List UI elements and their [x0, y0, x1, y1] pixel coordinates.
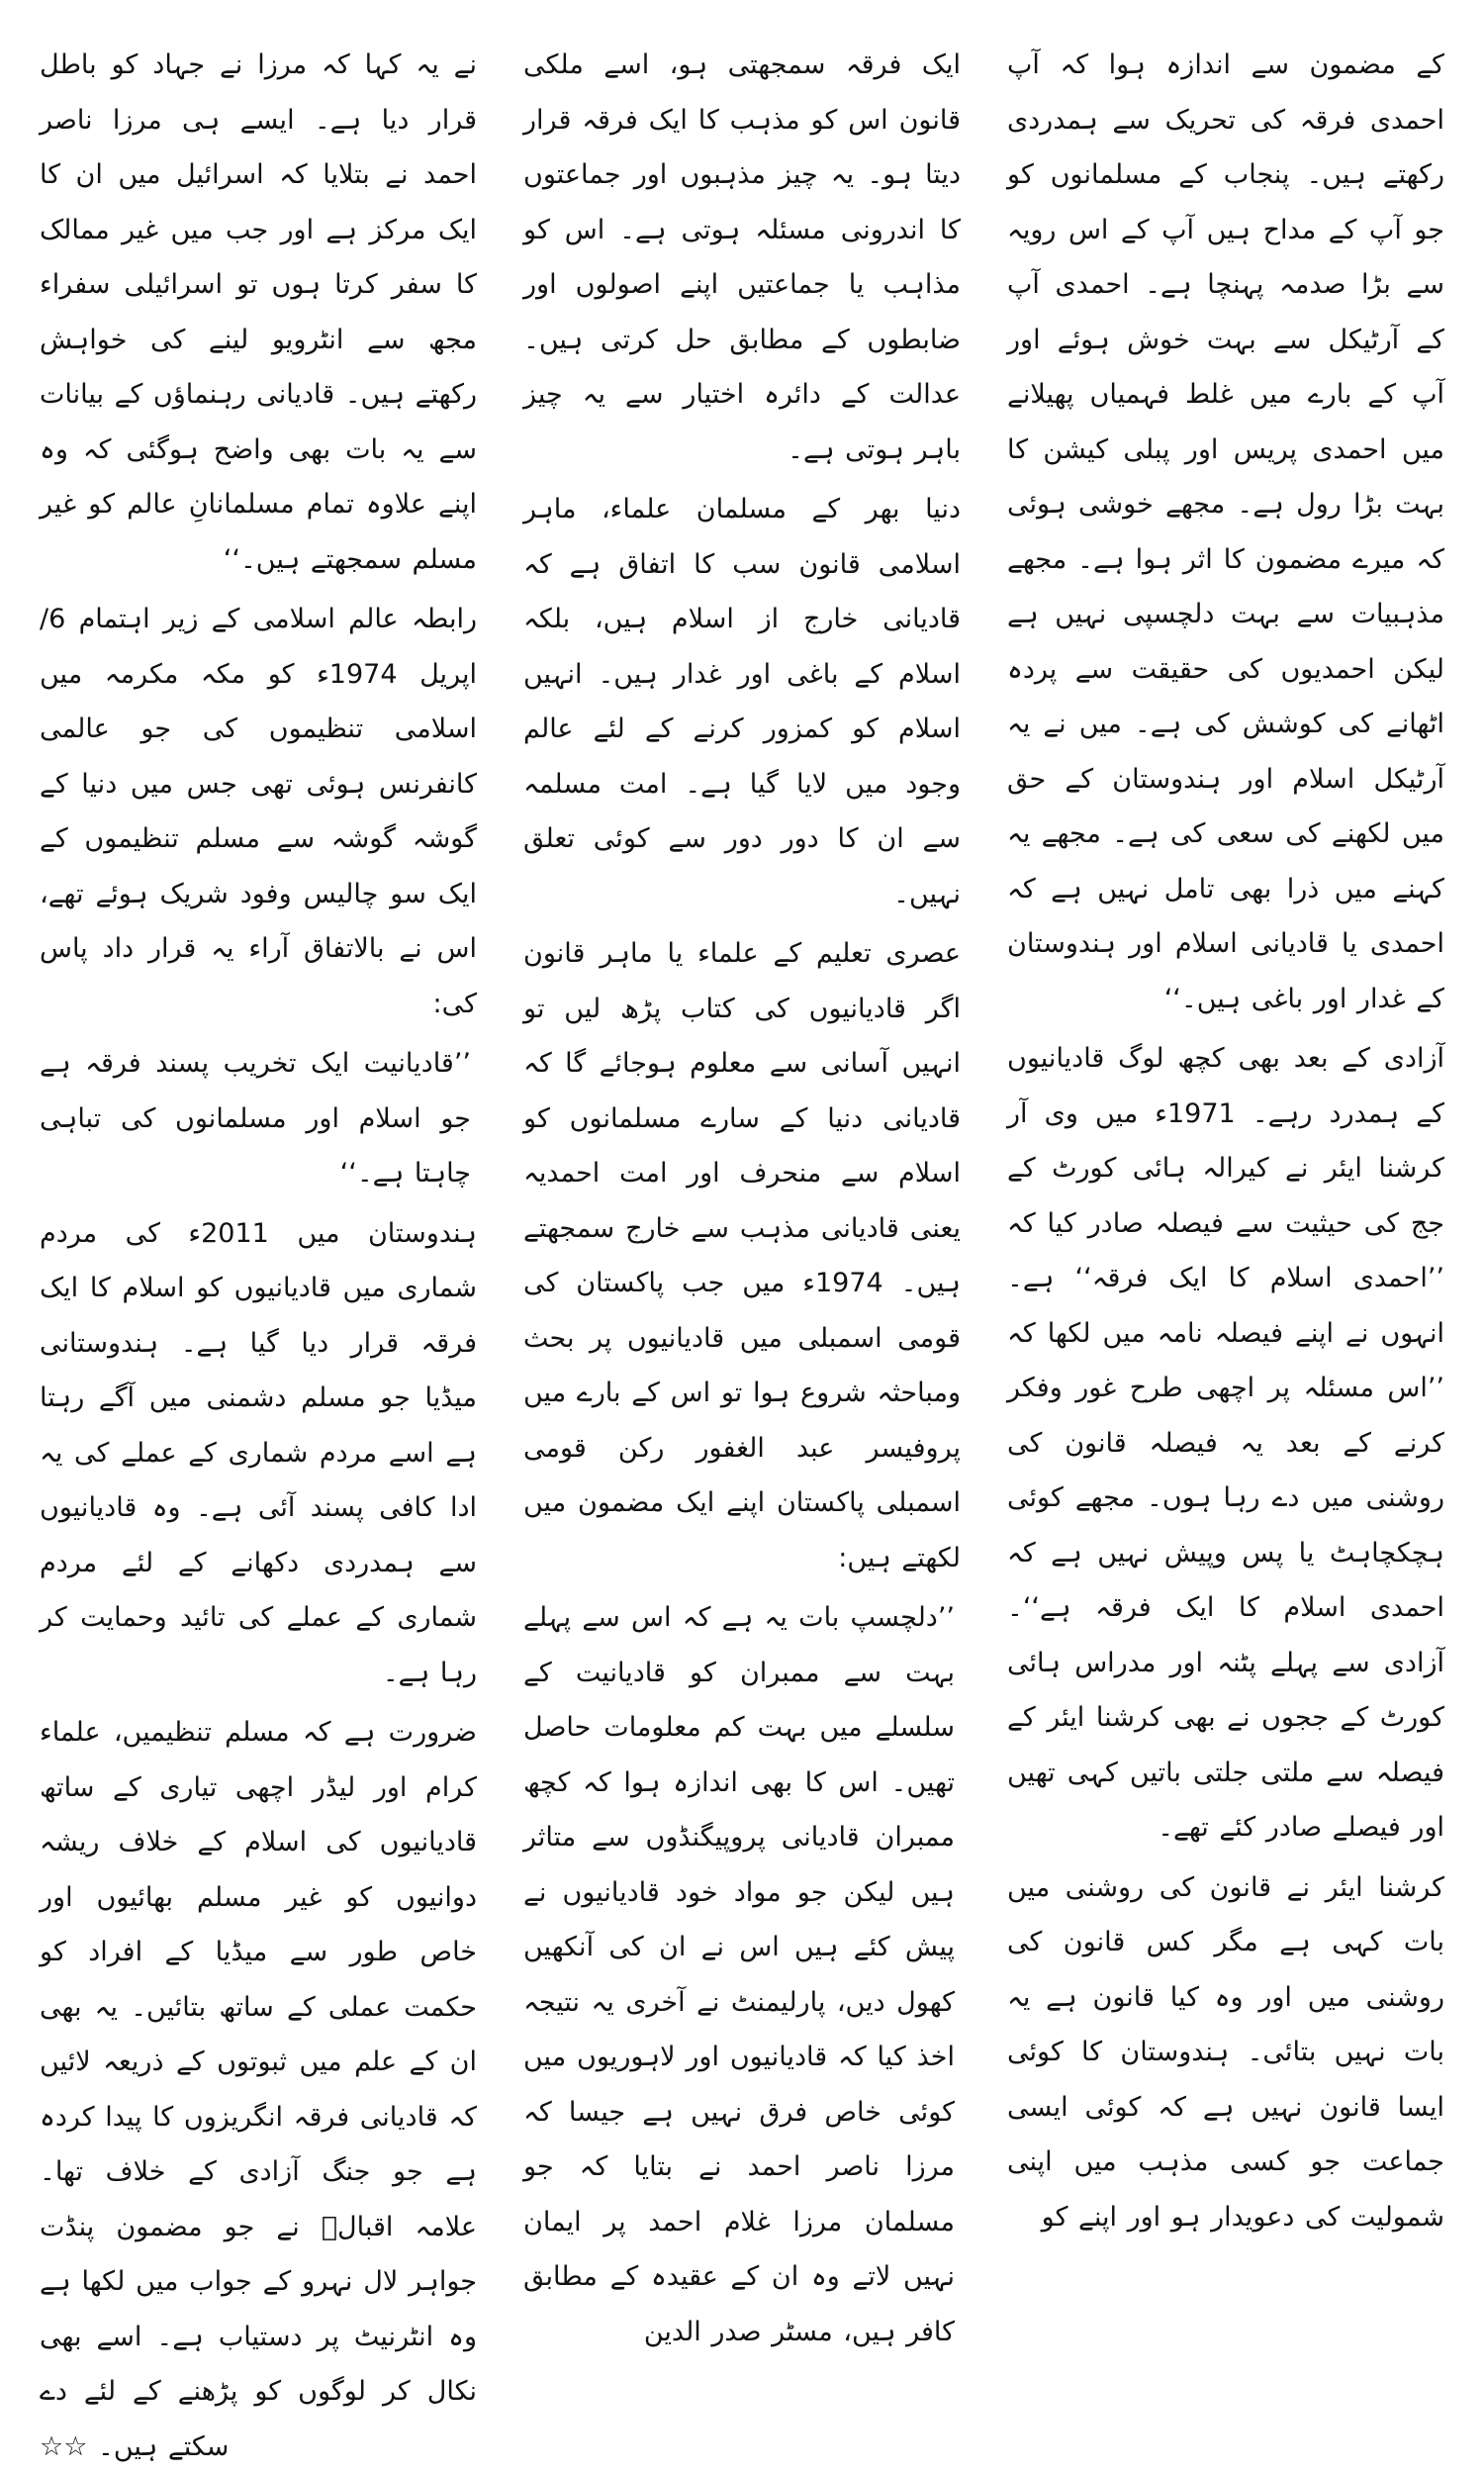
paragraph: کے مضمون سے اندازہ ہوا کہ آپ احمدی فرقہ کی تحریک سے ہمدردی رکھتے ہیں۔ پنجاب کے مسلمانوں کو جو آپ کے مداح ہیں آپ کے اس رویہ سے بڑا صدمہ پہنچا ہے۔ احمدی آپ کے آرٹیکل سے بہت خوش ہوئے اور آپ کے بارے میں غلط فہمیاں پھیلانے میں احمدی پریس اور پبلی کیشن کا بہت بڑا رول ہے۔ مجھے خوشی ہوئی کہ میرے مضمون کا اثر ہوا ہے۔ مجھے مذہبیات سے بہت دلچسپی نہیں ہے لیکن احمدیوں کی حقیقت سے پردہ اٹھانے کی کوشش کی ہے۔ میں نے یہ آرٹیکل اسلام اور ہندوستان کے حق میں لکھنے کی سعی کی ہے۔ مجھے یہ کہنے میں ذرا بھی تامل نہیں ہے کہ احمدی یا قادیانی اسلام اور ہندوستان کے غدار اور باغی ہیں۔‘‘ — [1007, 49, 1444, 1014]
paragraph: نے یہ کہا کہ مرزا نے جہاد کو باطل قرار دیا ہے۔ ایسے ہی مرزا ناصر احمد نے بتلایا کہ اسرائیل میں ان کا ایک مرکز ہے اور جب میں غیر ممالک کا سفر کرتا ہوں تو اسرائیلی سفراء مجھ سے انٹرویو لینے کی خواہش رکھتے ہیں۔ قادیانی رہنماؤں کے بیانات سے یہ بات بھی واضح ہوگئی کہ وہ اپنے علاوہ تمام مسلمانانِ عالم کو غیر مسلم سمجھتے ہیں۔‘‘ — [40, 49, 477, 575]
paragraph: ایک فرقہ سمجھتی ہو، اسے ملکی قانون اس کو مذہب کا ایک فرقہ قرار دیتا ہو۔ یہ چیز مذہبوں اور جماعتوں کا اندرونی مسئلہ ہوتی ہے۔ اس کو مذاہب یا جماعتیں اپنے اصولوں اور ضابطوں کے مطابق حل کرتی ہیں۔ عدالت کے دائرہ اختیار سے یہ چیز باہر ہوتی ہے۔ — [523, 49, 961, 465]
column-left — [40, 38, 477, 2462]
quoted-paragraph: ’’دلچسپ بات یہ ہے کہ اس سے پہلے بہت سے ممبران کو قادیانیت کے سلسلے میں بہت کم معلومات حاصل تھیں۔ اس کا بھی اندازہ ہوا کہ کچھ ممبران قادیانی پروپیگنڈوں سے متاثر ہیں لیکن جو مواد خود قادیانیوں نے پیش کئے ہیں اس نے ان کی آنکھیں کھول دیں، پارلیمنٹ نے آخری یہ نتیجہ اخذ کیا کہ قادیانیوں اور لاہوریوں میں کوئی خاص فرق نہیں ہے جیسا کہ مرزا ناصر احمد نے بتایا کہ جو مسلمان مرزا غلام احمد پر ایمان نہیں لاتے وہ ان کے عقیدہ کے مطابق کافر ہیں، مسٹر صدر الدین — [523, 1602, 955, 2347]
paragraph: کرشنا ایئر نے قانون کی روشنی میں بات کہی ہے مگر کس قانون کی روشنی میں اور وہ کیا قانون ہے یہ بات نہیں بتائی۔ ہندوستان کا کوئی ایسا قانون نہیں ہے کہ کوئی ایسی جماعت جو کسی مذہب میں اپنی شمولیت کی دعویدار ہو اور اپنے کو — [1007, 1871, 1444, 2233]
paragraph: رابطہ عالم اسلامی کے زیر اہتمام 6/اپریل 1974ء کو مکہ مکرمہ میں اسلامی تنظیموں کی جو عالمی کانفرنس ہوئی تھی جس میں دنیا کے گوشہ گوشہ سے مسلم تنظیموں کے ایک سو چالیس وفود شریک ہوئے تھے، اس نے بالاتفاق آراء یہ قرار داد پاس کی: — [40, 604, 477, 1019]
paragraph: آزادی کے بعد بھی کچھ لوگ قادیانیوں کے ہمدرد رہے۔ 1971ء میں وی آر کرشنا ایئر نے کیرالہ ہائی کورٹ کے جج کی حیثیت سے فیصلہ صادر کیا کہ ’’احمدی اسلام کا ایک فرقہ‘‘ ہے۔ انہوں نے اپنے فیصلہ نامہ میں لکھا کہ ’’اس مسئلہ پر اچھی طرح غور وفکر کرنے کے بعد یہ فیصلہ قانون کی روشنی میں دے رہا ہوں۔ مجھے کوئی ہچکچاہٹ یا پس وپیش نہیں ہے کہ احمدی اسلام کا ایک فرقہ ہے‘‘۔ آزادی سے پہلے پٹنہ اور مدراس ہائی کورٹ کے ججوں نے بھی کرشنا ایئر کے فیصلہ سے ملتی جلتی باتیں کہی تھیں اور فیصلے صادر کئے تھے۔ — [1007, 1043, 1444, 1843]
closing-paragraph: ضرورت ہے کہ مسلم تنظیمیں، علماء کرام اور لیڈر اچھی تیاری کے ساتھ قادیانیوں کی اسلام کے خلاف ریشہ دوانیوں کو غیر مسلم بھائیوں اور خاص طور سے میڈیا کے افراد کو حکمت عملی کے ساتھ بتائیں۔ یہ بھی ان کے علم میں ثبوتوں کے ذریعہ لائیں کہ قادیانی فرقہ انگریزوں کا پیدا کردہ ہے جو جنگ آزادی کے خلاف تھا۔ علامہ اقبالؒ نے جو مضمون پنڈت جواہر لال نہرو کے جواب میں لکھا ہے وہ انٹرنیٹ پر دستیاب ہے۔ اسے بھی نکال کر لوگوں کو پڑھنے کے لئے دے سکتے ہیں۔ ☆☆ — [40, 1717, 477, 2462]
paragraph: عصری تعلیم کے علماء یا ماہر قانون اگر قادیانیوں کی کتاب پڑھ لیں تو انہیں آسانی سے معلوم ہوجائے گا کہ قادیانی دنیا کے سارے مسلمانوں کو اسلام سے منحرف اور امت احمدیہ یعنی قادیانی مذہب سے خارج سمجھتے ہیں۔ 1974ء میں جب پاکستان کی قومی اسمبلی میں قادیانیوں پر بحث ومباحثہ شروع ہوا تو اس کے بارے میں پروفیسر عبد الغفور رکن قومی اسمبلی پاکستان اپنے ایک مضمون میں لکھتے ہیں: — [523, 938, 961, 1573]
paragraph: ہندوستان میں 2011ء کی مردم شماری میں قادیانیوں کو اسلام کا ایک فرقہ قرار دیا گیا ہے۔ ہندوستانی میڈیا جو مسلم دشمنی میں آگے رہتا ہے اسے مردم شماری کے عملے کی یہ ادا کافی پسند آئی ہے۔ وہ قادیانیوں سے ہمدردی دکھانے کے لئے مردم شماری کے عملے کی تائید وحمایت کر رہا ہے۔ — [40, 1217, 477, 1688]
article-columns — [40, 38, 1444, 2462]
column-right — [1007, 38, 1444, 2233]
paragraph: دنیا بھر کے مسلمان علماء، ماہر اسلامی قانون سب کا اتفاق ہے کہ قادیانی خارج از اسلام ہیں، بلکہ اسلام کے باغی اور غدار ہیں۔ انہیں اسلام کو کمزور کرنے کے لئے عالم وجود میں لایا گیا ہے۔ امت مسلمہ سے ان کا دور دور سے کوئی تعلق نہیں۔ — [523, 494, 961, 909]
column-middle — [523, 38, 961, 2347]
quoted-resolution: ’’قادیانیت ایک تخریب پسند فرقہ ہے جو اسلام اور مسلمانوں کی تباہی چاہتا ہے۔‘‘ — [40, 1048, 471, 1189]
